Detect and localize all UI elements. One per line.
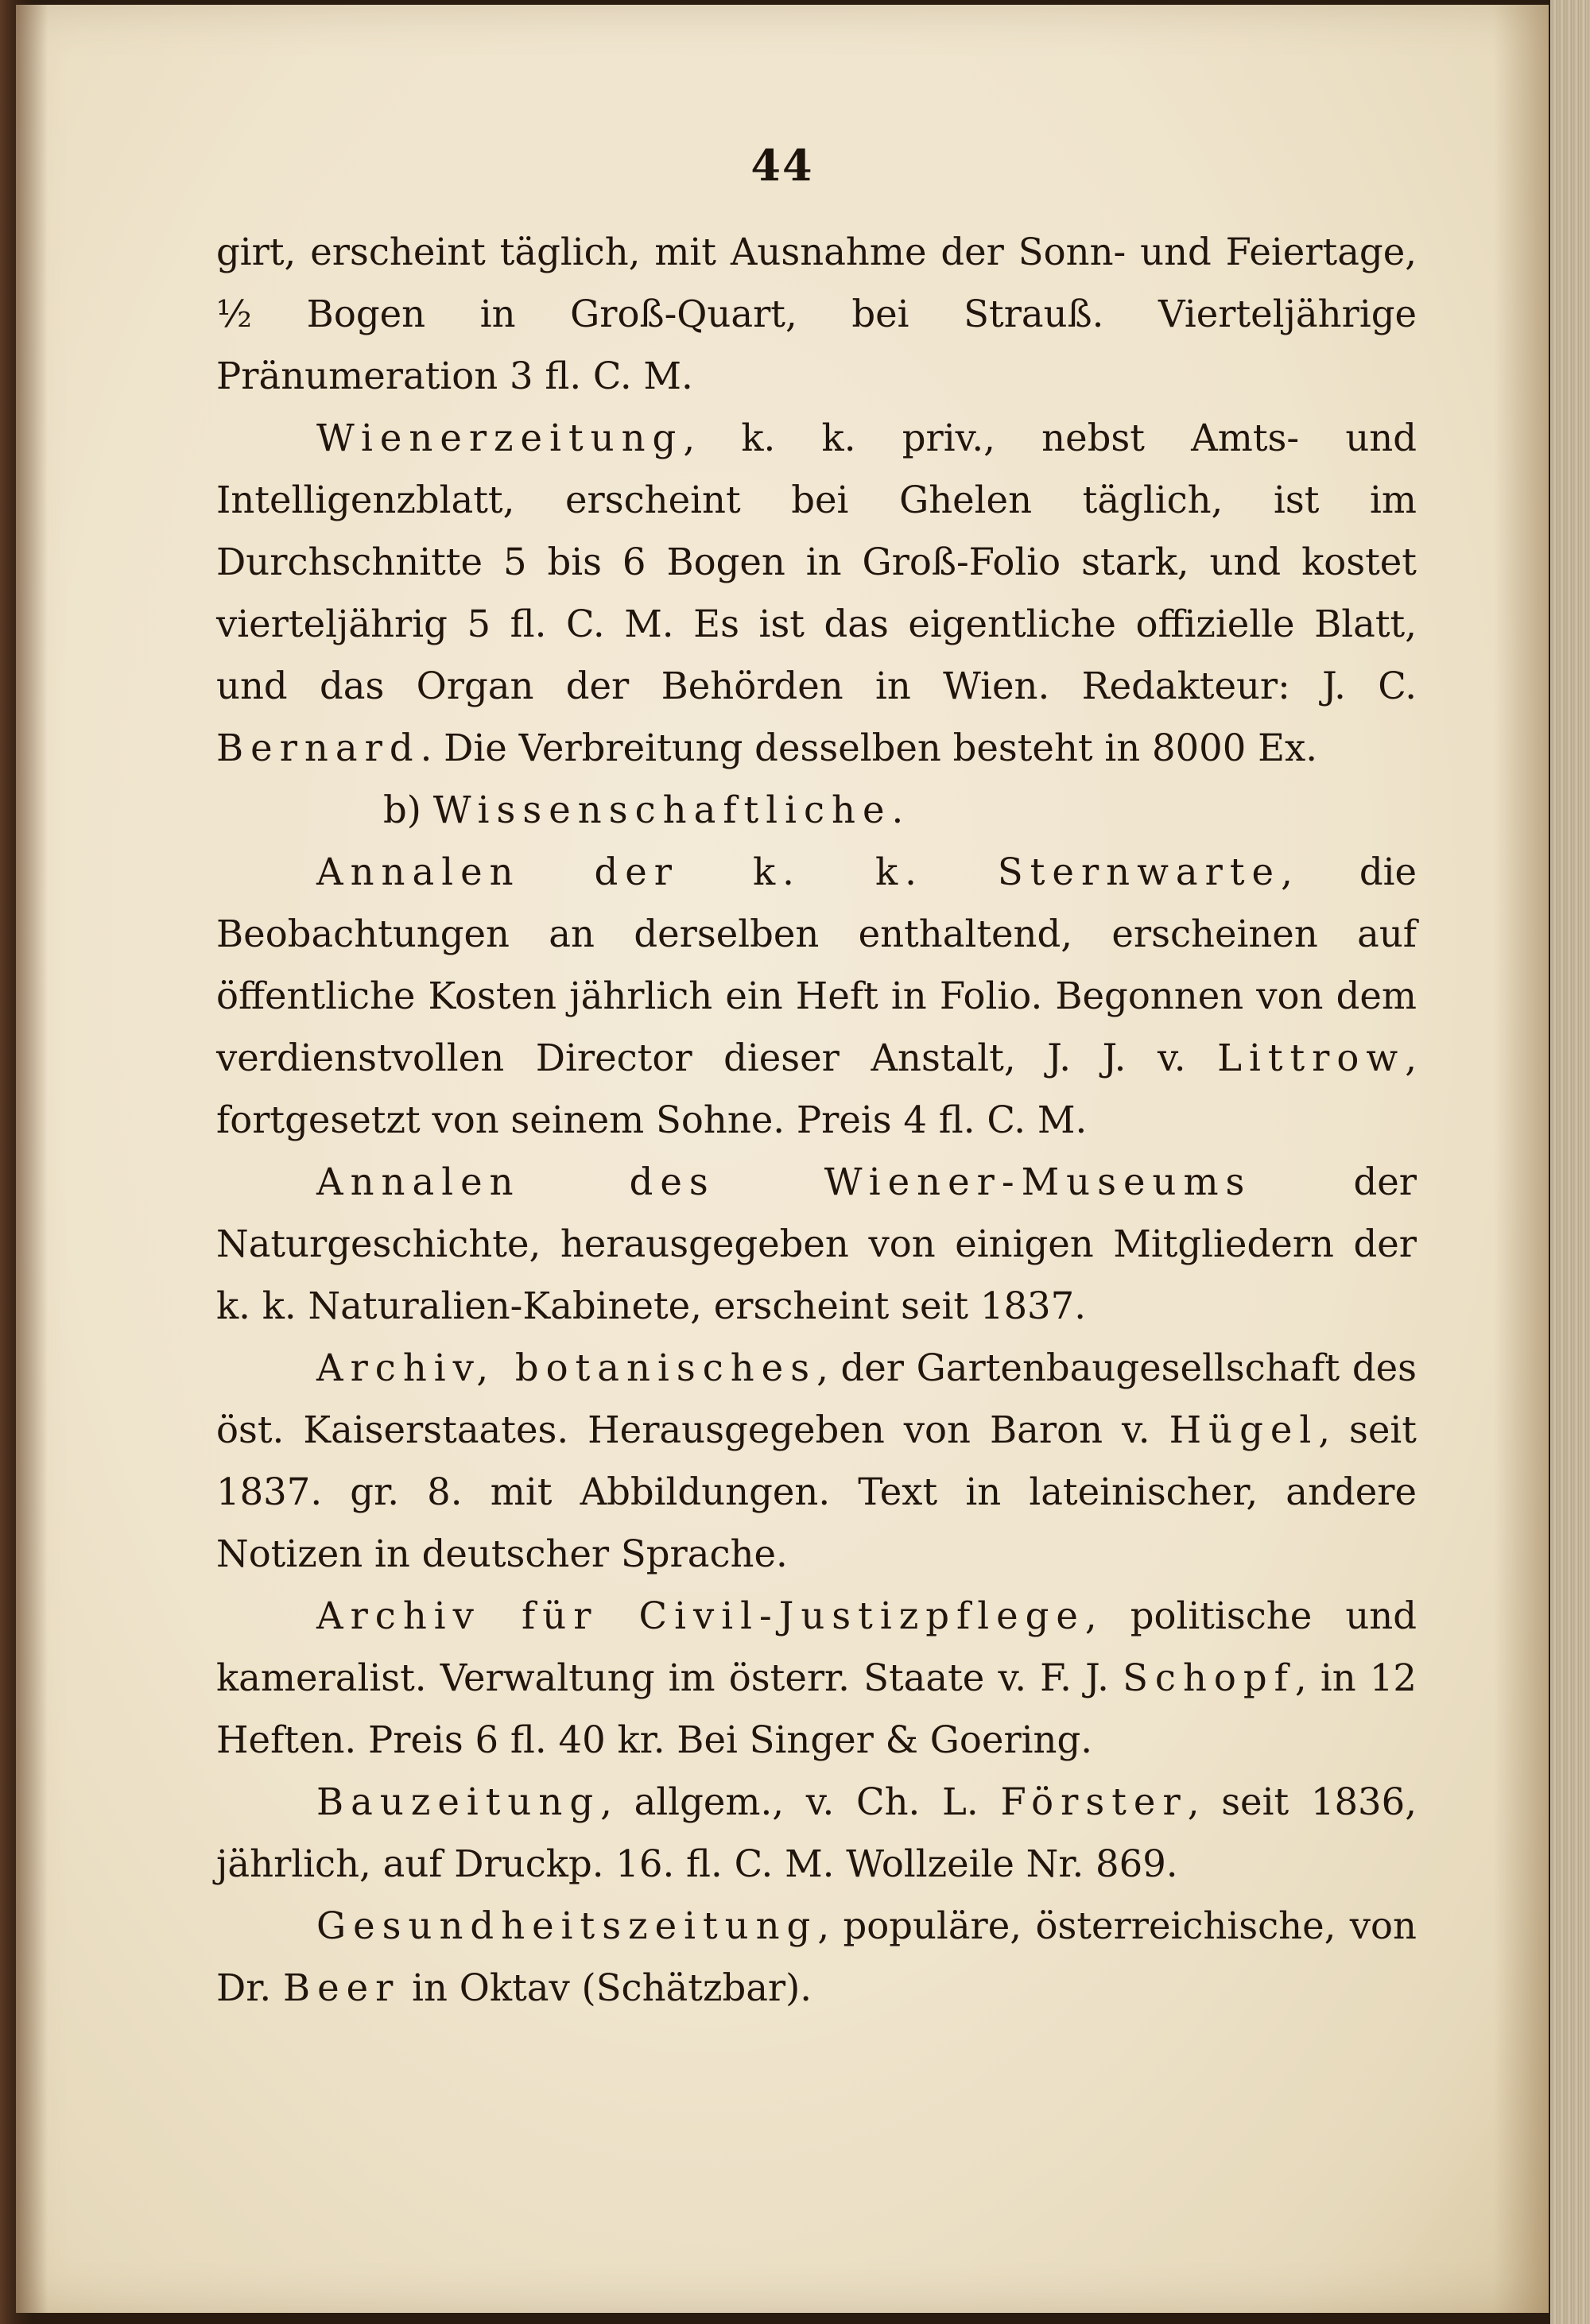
text-segment-spaced: Wienerzeitung (316, 416, 684, 459)
text-segment-spaced: Archiv, botanisches (316, 1346, 817, 1389)
paragraph-archiv-justizpflege (216, 1585, 1417, 1771)
text-segment: , seit 1836, jährlich, auf Druckp. 16. fl. C. M. Wollzeile Nr. 869. (216, 1780, 1417, 1885)
text-segment: , fortgesetzt von seinem Sohne. Preis 4 fl. C. M. (216, 1036, 1417, 1141)
paragraph-archiv-botanisches (216, 1337, 1417, 1585)
text-segment: der Naturgeschichte, herausgegeben von einigen Mitgliedern der k. k. Naturalien-Kabinete, erscheint seit 1837. (216, 1160, 1417, 1327)
page-gutter-shadow (16, 5, 48, 2313)
page-number: 44 (750, 140, 814, 191)
text-segment: , allgem., v. Ch. L. (600, 1780, 1001, 1823)
page-stack-edge (1550, 0, 1590, 2324)
text-segment-spaced: Schopf (1123, 1656, 1295, 1699)
text-segment-spaced: Annalen der k. k. Sternwarte (316, 850, 1282, 893)
text-segment: . (891, 788, 904, 831)
text-segment-spaced: Annalen des Wiener-Museums (316, 1160, 1252, 1203)
text-segment-spaced: Förster (1000, 1780, 1188, 1823)
text-segment: , der Gartenbaugesellschaft des öst. Kaiserstaates. Herausgegeben von Baron v. (216, 1346, 1417, 1451)
text-segment: girt, erscheint täglich, mit Ausnahme der Sonn- und Feiertage, ½ Bogen in Groß-Quart, bei Strauß. Vierteljährige Pränumeration 3 fl. C. M. (216, 230, 1417, 397)
text-segment: , politische und kameralist. Verwaltung im österr. Staate v. F. J. (216, 1594, 1417, 1699)
text-segment-spaced: Bernard (216, 726, 421, 769)
text-segment: b) (383, 788, 433, 831)
paragraph-annalen-museum (216, 1151, 1417, 1337)
text-segment: , seit 1837. gr. 8. mit Abbildungen. Text in lateinischer, andere Notizen in deutscher Sprache. (216, 1408, 1417, 1575)
body-text (216, 221, 1417, 2019)
paragraph-annalen-sternwarte (216, 841, 1417, 1151)
text-segment-spaced: Beer (282, 1966, 401, 2009)
text-segment-spaced: Wissenschaftliche (432, 788, 892, 831)
text-segment: . Die Verbreitung desselben besteht in 8000 Ex. (420, 726, 1318, 769)
text-segment-spaced: Gesundheitszeitung (316, 1904, 818, 1947)
section-subheading (216, 779, 1417, 841)
paragraph-bauzeitung (216, 1771, 1417, 1895)
page-outer-shadow (1493, 5, 1549, 2313)
text-segment-spaced: Archiv für Civil-Justizpflege (316, 1594, 1085, 1637)
paragraph-gesundheitszeitung (216, 1895, 1417, 2019)
text-segment: in Oktav (Schätzbar). (400, 1966, 812, 2009)
text-segment: , k. k. priv., nebst Amts- und Intelligenzblatt, erscheint bei Ghelen täglich, ist im Durchschnitte 5 bis 6 Bogen in Groß-Folio stark, und kostet vierteljährig 5 fl. C. M. Es ist das eigentliche offizielle Blatt, und das Organ der Behörden in Wien. Redakteur: J. C. (216, 416, 1417, 707)
text-segment-spaced: Bauzeitung (316, 1780, 601, 1823)
text-segment: , populäre, österreichische, von Dr. (216, 1904, 1417, 2009)
book-page (16, 5, 1549, 2313)
text-segment: , die Beobachtungen an derselben enthaltend, erscheinen auf öffentliche Kosten jährlich ein Heft in Folio. Begonnen von dem verdienstvollen Director dieser Anstalt, J. J. v. (216, 850, 1417, 1079)
text-segment-spaced: Hügel (1169, 1408, 1319, 1451)
paragraph-wienerzeitung (216, 407, 1417, 779)
text-segment-spaced: Littrow (1217, 1036, 1406, 1079)
text-segment: , in 12 Heften. Preis 6 fl. 40 kr. Bei Singer & Goering. (216, 1656, 1417, 1761)
paragraph-continuation (216, 221, 1417, 407)
